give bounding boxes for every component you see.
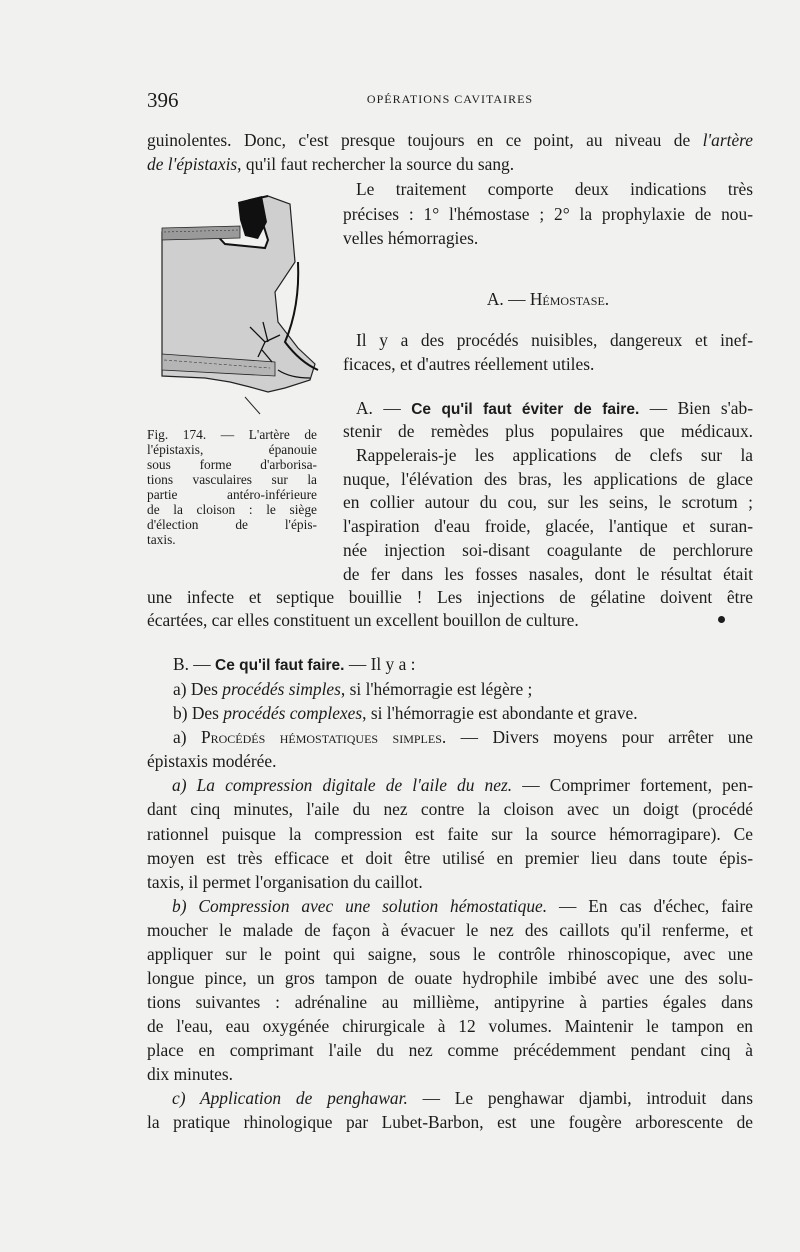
text-line: Il y a des procédés nuisibles, dangereux et inef- xyxy=(356,330,753,350)
page-header xyxy=(147,88,753,112)
page-number: 396 xyxy=(147,88,179,112)
figure-caption-line: de la cloison : le siège xyxy=(147,502,317,517)
upper-bone-band xyxy=(162,226,240,240)
text-line: B. — Ce qu'il faut faire. — Il y a : xyxy=(173,654,416,674)
text-line: a) La compression digitale de l'aile du nez. — Comprimer fortement, pen- xyxy=(172,775,753,795)
text-line: appliquer sur le point qui saigne, sous le contrôle rhinoscopique, avec une xyxy=(147,944,753,964)
text-line: b) Compression avec une solution hémostatique. — En cas d'échec, faire xyxy=(172,896,753,916)
figure-caption-line: Fig. 174. — L'artère de xyxy=(147,427,317,442)
pointer-line xyxy=(245,397,260,414)
ink-dot xyxy=(718,616,725,623)
text-line: longue pince, un gros tampon de ouate hydrophile imbibé avec une des solu- xyxy=(147,968,753,988)
text-line: la pratique rhinologique par Lubet-Barbon, est une fougère arborescente de xyxy=(147,1112,753,1132)
text-line: taxis, il permet l'organisation du caillot. xyxy=(147,872,423,892)
text-line: place en comprimant l'aile du nez comme précédemment pendant cinq à xyxy=(147,1040,753,1060)
text-line: guinolentes. Donc, c'est presque toujours en ce point, au niveau de l'artère xyxy=(147,130,753,150)
text-line: de l'eau, eau oxygénée chirurgicale à 12 volumes. Maintenir le tampon en xyxy=(147,1016,753,1036)
text-line: nuque, l'élévation des bras, les applications de glace xyxy=(343,469,753,489)
text-line: dix minutes. xyxy=(147,1064,233,1084)
text-line: épistaxis modérée. xyxy=(147,751,277,771)
text-line: l'aspiration d'eau froide, glacée, l'antique et suran- xyxy=(343,516,753,536)
text-line: moyen est très efficace et doit être utilisé en premier lieu dans toute épis- xyxy=(147,848,753,868)
text-line: tions suivantes : adrénaline au millième, antipyrine à parties égales dans xyxy=(147,992,753,1012)
text-line: a) Procédés hémostatiques simples. — Divers moyens pour arrêter une xyxy=(173,727,754,747)
figure-caption-line: d'élection de l'épis- xyxy=(147,517,317,532)
text-line: dant cinq minutes, l'aile du nez contre la cloison avec un doigt (procédé xyxy=(147,799,753,819)
text-line: Le traitement comporte deux indications très xyxy=(356,179,753,199)
text-line: de fer dans les fosses nasales, dont le résultat était xyxy=(343,564,753,584)
text-line: c) Application de penghawar. — Le penghawar djambi, introduit dans xyxy=(172,1088,753,1108)
text-line: une infecte et septique bouillie ! Les injections de gélatine doivent être xyxy=(147,587,753,607)
text-line: ficaces, et d'autres réellement utiles. xyxy=(343,354,595,374)
text-line: rationnel puisque la compression est faite sur la source hémorragipare). Ce xyxy=(147,824,753,844)
text-line: A. — Ce qu'il faut éviter de faire. — Bien s'ab- xyxy=(356,398,753,418)
text-line: née injection soi-disant coagulante de perchlorure xyxy=(343,540,753,560)
running-head: OPÉRATIONS CAVITAIRES xyxy=(366,92,534,106)
text-line: b) Des procédés complexes, si l'hémorragie est abondante et grave. xyxy=(173,703,638,723)
text-line: précises : 1° l'hémostase ; 2° la prophylaxie de nou- xyxy=(343,204,753,224)
text-line: velles hémorragies. xyxy=(343,228,479,248)
text-line: a) Des procédés simples, si l'hémorragie est légère ; xyxy=(173,679,533,699)
figure-caption-line: sous forme d'arborisa- xyxy=(147,457,317,472)
text-line: Rappelerais-je les applications de clefs sur la xyxy=(356,445,753,465)
sinus-cavity xyxy=(238,196,267,239)
nasal-septum-figure xyxy=(150,192,320,417)
text-line: en collier autour du cou, sur les seins, le scrotum ; xyxy=(343,492,753,512)
figure-caption-line: partie antéro-inférieure xyxy=(147,487,317,502)
figure-caption-line: tions vasculaires sur la xyxy=(147,472,317,487)
figure-caption-line: l'épistaxis, épanouie xyxy=(147,442,317,457)
figure-caption-line: taxis. xyxy=(147,532,176,547)
text-line: moucher le malade de façon à évacuer le nez des caillots qu'il renferme, et xyxy=(147,920,753,940)
section-heading: A. — Hémostase. xyxy=(486,289,610,309)
text-line: stenir de remèdes plus populaires que médicaux. xyxy=(343,421,753,441)
text-line: écartées, car elles constituent un excellent bouillon de culture. xyxy=(147,610,579,630)
text-line: de l'épistaxis, qu'il faut rechercher la source du sang. xyxy=(147,154,515,174)
